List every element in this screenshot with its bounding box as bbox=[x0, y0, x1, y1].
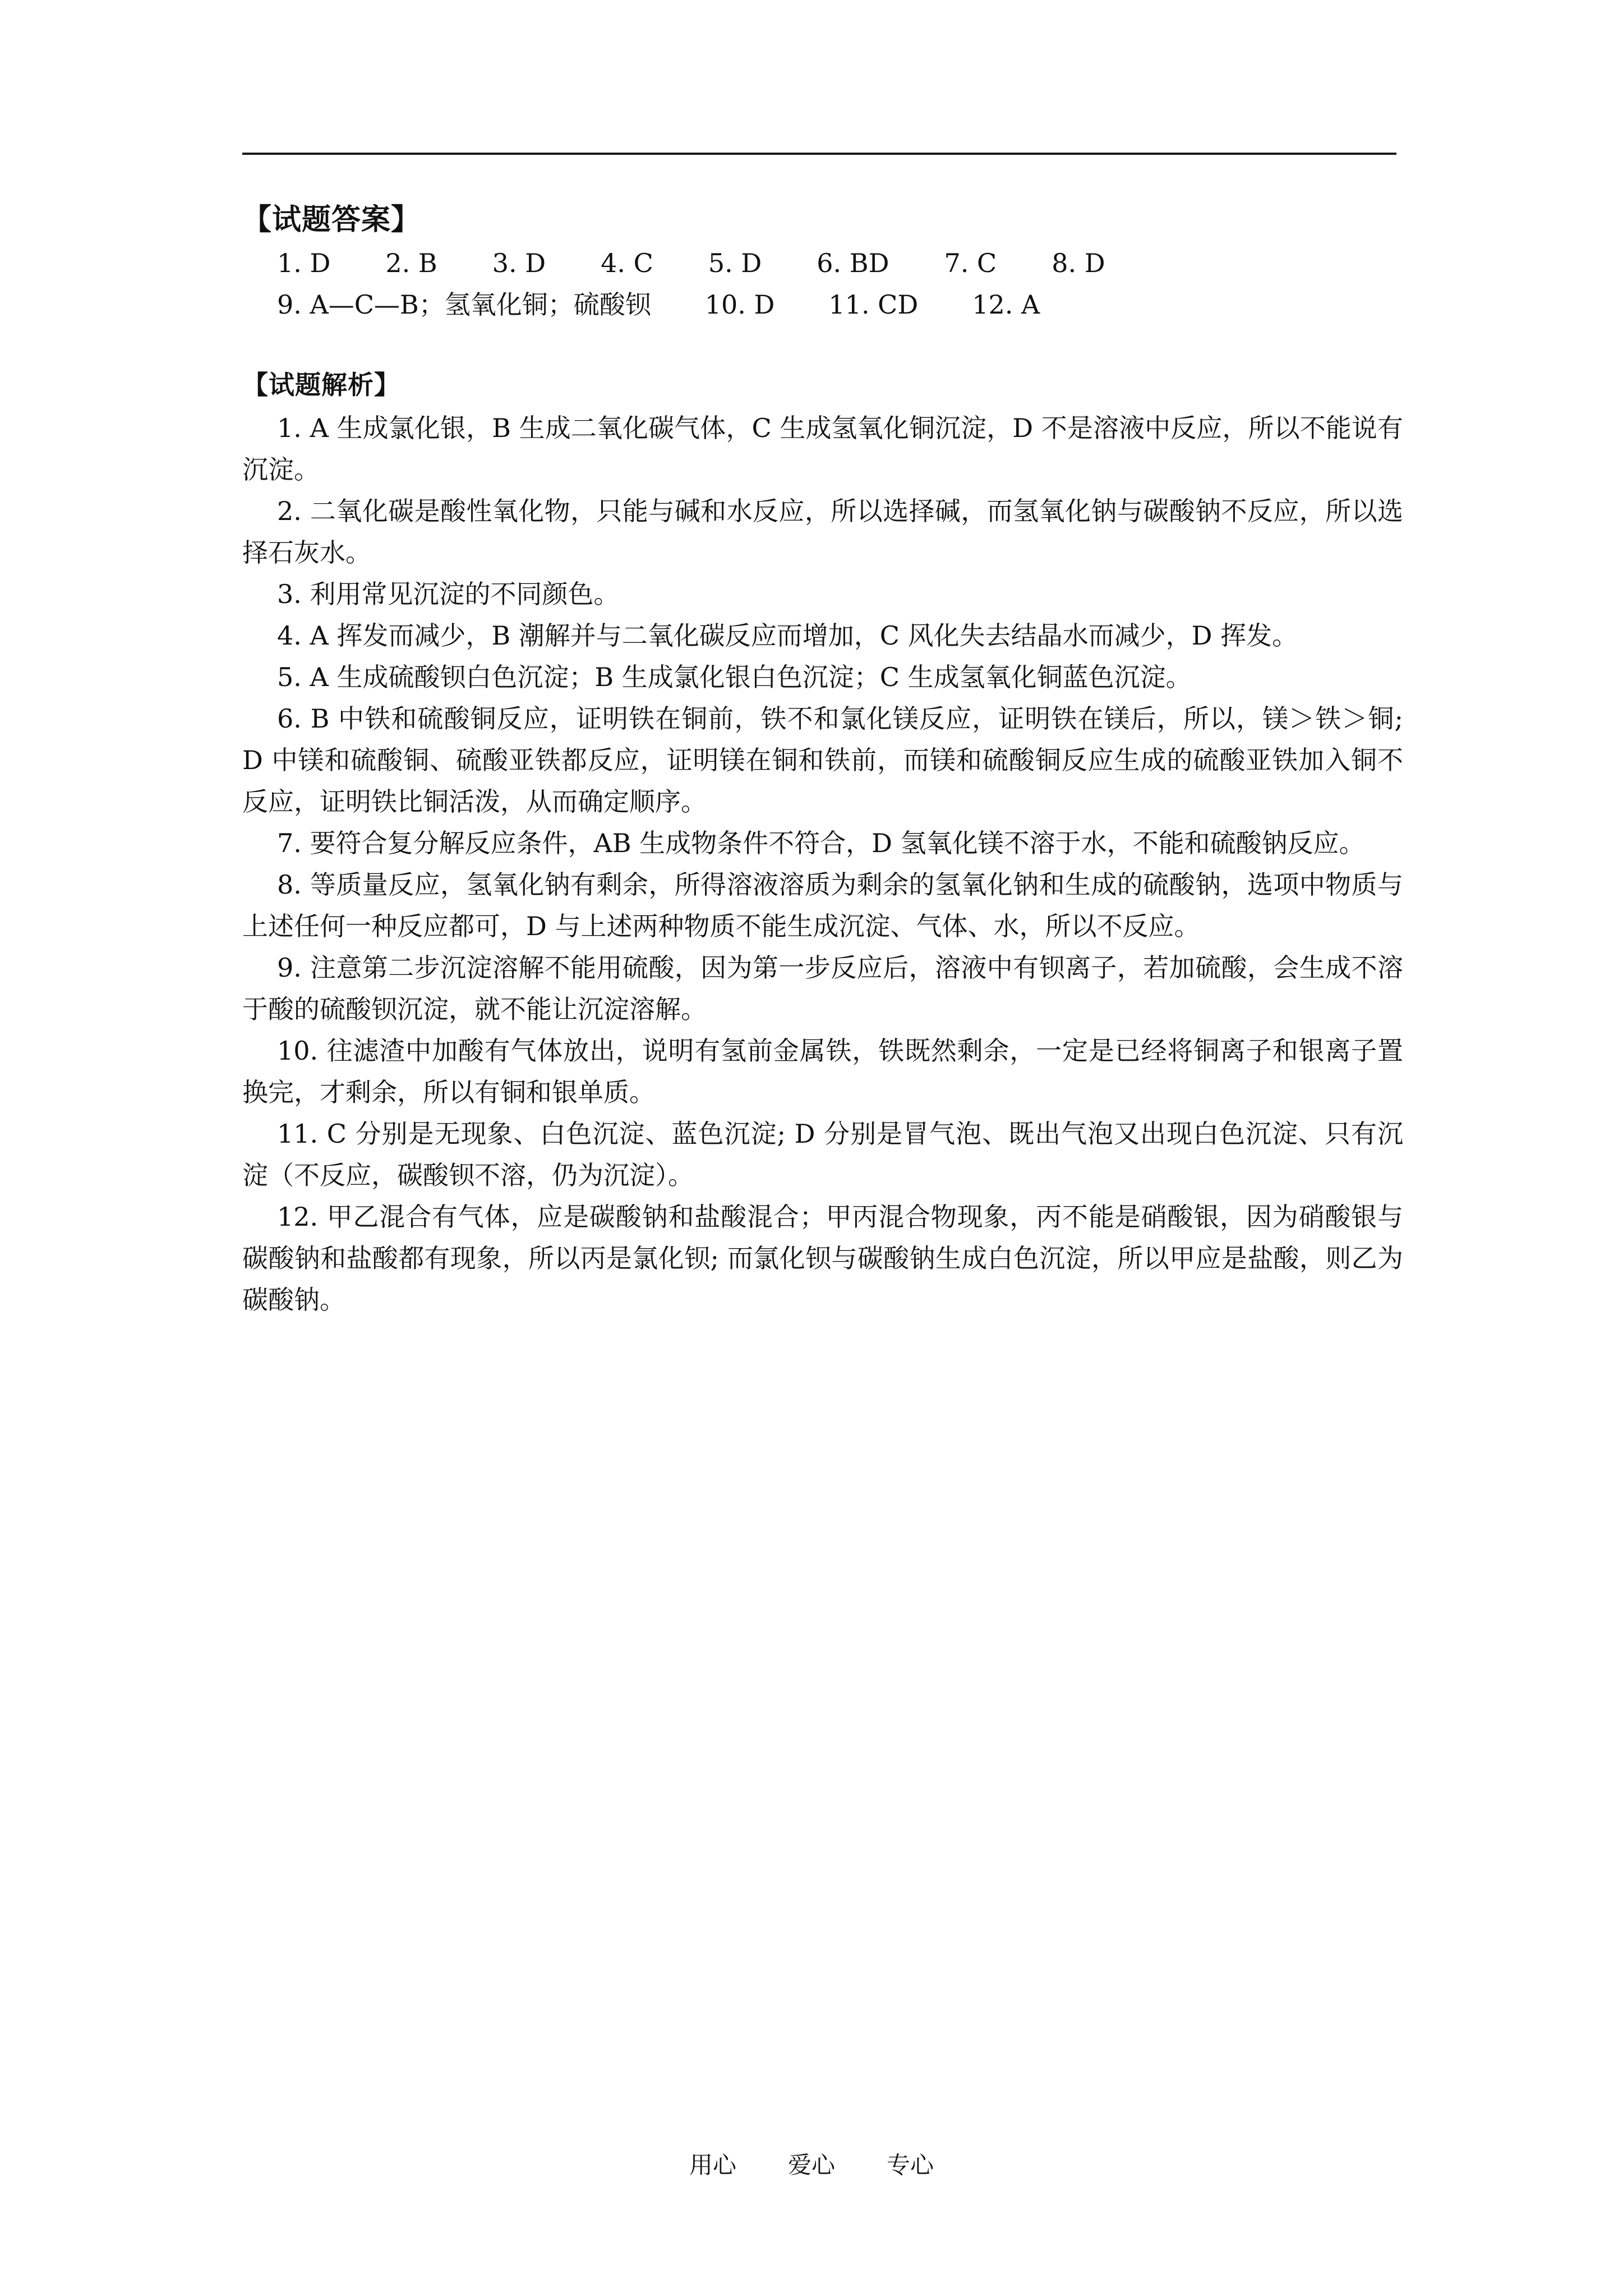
footer-text: 用心 bbox=[689, 2151, 736, 2179]
answer-item: 2. B bbox=[385, 248, 437, 278]
answer-item: 3. D bbox=[492, 248, 546, 278]
analysis-paragraph: 5. A 生成硫酸钡白色沉淀；B 生成氯化银白色沉淀；C 生成氢氧化铜蓝色沉淀。 bbox=[277, 662, 1192, 692]
analysis-paragraph: 8. 等质量反应，氢氧化钠有剩余，所得溶液溶质为剩余的氢氧化钠和生成的硫酸钠，选项中物质与上述任何一种反应都可，D 与上述两种物质不能生成沉淀、气体、水，所以不反应。 bbox=[242, 869, 1403, 941]
answer-item: 6. BD bbox=[817, 248, 889, 278]
answer-item: 1. D bbox=[277, 248, 331, 278]
analysis-paragraph: 10. 往滤渣中加酸有气体放出，说明有氢前金属铁，铁既然剩余，一定是已经将铜离子和银离子置换完，才剩余，所以有铜和银单质。 bbox=[242, 1036, 1403, 1107]
footer-text: 专心 bbox=[887, 2151, 934, 2179]
analysis-paragraph: 7. 要符合复分解反应条件，AB 生成物条件不符合，D 氢氧化镁不溶于水，不能和硫酸钠反应。 bbox=[277, 828, 1365, 858]
analysis-heading: 【试题解析】 bbox=[242, 370, 400, 400]
answer-item: 10. D bbox=[704, 289, 775, 320]
answer-item: 5. D bbox=[708, 248, 762, 278]
answers-row-2 bbox=[242, 284, 1403, 325]
answer-item: 4. C bbox=[601, 248, 653, 278]
page-footer bbox=[0, 2148, 1623, 2182]
header-rule bbox=[242, 153, 1396, 155]
answers-heading: 【试题答案】 bbox=[242, 203, 421, 237]
section-spacer bbox=[242, 325, 1403, 362]
answers-row-1 bbox=[242, 242, 1403, 284]
analysis-paragraph: 2. 二氧化碳是酸性氧化物，只能与碱和水反应，所以选择碱，而氢氧化钠与碳酸钠不反应，所以选择石灰水。 bbox=[242, 496, 1403, 568]
document-content bbox=[242, 197, 1403, 1320]
answer-item: 8. D bbox=[1052, 248, 1105, 278]
analysis-paragraph: 9. 注意第二步沉淀溶解不能用硫酸，因为第一步反应后，溶液中有钡离子，若加硫酸，会生成不溶于酸的硫酸钡沉淀，就不能让沉淀溶解。 bbox=[242, 953, 1403, 1024]
answer-item: 11. CD bbox=[828, 289, 919, 320]
analysis-paragraph: 6. B 中铁和硫酸铜反应，证明铁在铜前，铁不和氯化镁反应，证明铁在镁后，所以，镁＞铁＞铜; D 中镁和硫酸铜、硫酸亚铁都反应，证明镁在铜和铁前，而镁和硫酸铜反应生成的硫酸亚铁加入铜不反应，证明铁比铜活泼，从而确定顺序。 bbox=[242, 703, 1403, 817]
answer-item: 7. C bbox=[944, 248, 997, 278]
analysis-paragraph: 11. C 分别是无现象、白色沉淀、蓝色沉淀; D 分别是冒气泡、既出气泡又出现白色沉淀、只有沉淀（不反应，碳酸钡不溶，仍为沉淀）。 bbox=[242, 1119, 1403, 1190]
analysis-paragraph: 3. 利用常见沉淀的不同颜色。 bbox=[277, 579, 620, 609]
answer-item: 12. A bbox=[972, 289, 1040, 320]
answer-item: 9. A—C—B；氢氧化铜；硫酸钡 bbox=[277, 289, 651, 320]
analysis-paragraph: 4. A 挥发而减少，B 潮解并与二氧化碳反应而增加，C 风化失去结晶水而减少，D 挥发。 bbox=[277, 620, 1298, 651]
footer-text: 爱心 bbox=[787, 2151, 835, 2179]
analysis-paragraph: 1. A 生成氯化银，B 生成二氧化碳气体，C 生成氢氧化铜沉淀，D 不是溶液中反应，所以不能说有沉淀。 bbox=[242, 413, 1403, 485]
analysis-paragraph: 12. 甲乙混合有气体，应是碳酸钠和盐酸混合；甲丙混合物现象，丙不能是硝酸银，因为硝酸银与碳酸钠和盐酸都有现象，所以丙是氯化钡; 而氯化钡与碳酸钠生成白色沉淀，所以甲应是盐酸，则乙为碳酸钠。 bbox=[242, 1202, 1403, 1315]
